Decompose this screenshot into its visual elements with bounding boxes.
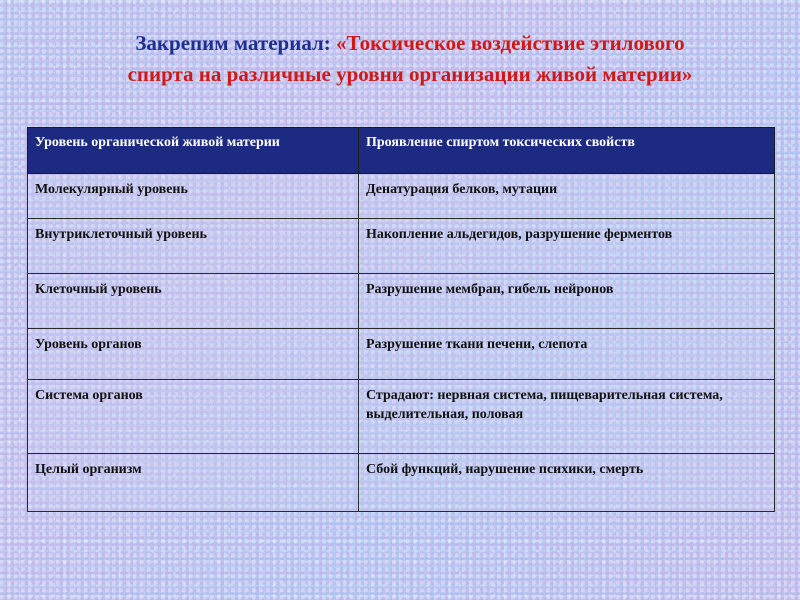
table-header-row xyxy=(28,128,775,174)
title-lead: Закрепим материал: xyxy=(135,31,337,55)
cell-effect: Денатурация белков, мутации xyxy=(359,174,775,219)
table-row xyxy=(28,454,775,512)
cell-effect: Накопление альдегидов, разрушение ферментов xyxy=(359,219,775,274)
title-topic-line2: спирта на различные уровни организации живой материи» xyxy=(127,62,693,86)
cell-effect: Разрушение ткани печени, слепота xyxy=(359,329,775,380)
cell-level: Молекулярный уровень xyxy=(28,174,359,219)
cell-effect: Страдают: нервная система, пищеварительная система, выделительная, половая xyxy=(359,380,775,454)
cell-level: Внутриклеточный уровень xyxy=(28,219,359,274)
slide-title xyxy=(40,28,780,90)
title-topic-line1: «Токсическое воздействие этилового xyxy=(336,31,685,55)
cell-effect: Разрушение мембран, гибель нейронов xyxy=(359,274,775,329)
table-row xyxy=(28,174,775,219)
toxicity-table xyxy=(27,127,775,512)
cell-level: Целый организм xyxy=(28,454,359,512)
cell-effect: Сбой функций, нарушение психики, смерть xyxy=(359,454,775,512)
table-row xyxy=(28,274,775,329)
table-row xyxy=(28,219,775,274)
cell-level: Клеточный уровень xyxy=(28,274,359,329)
cell-level: Система органов xyxy=(28,380,359,454)
cell-level: Уровень органов xyxy=(28,329,359,380)
header-effect: Проявление спиртом токсических свойств xyxy=(359,128,775,174)
table-row xyxy=(28,380,775,454)
header-level: Уровень органической живой материи xyxy=(28,128,359,174)
table-row xyxy=(28,329,775,380)
